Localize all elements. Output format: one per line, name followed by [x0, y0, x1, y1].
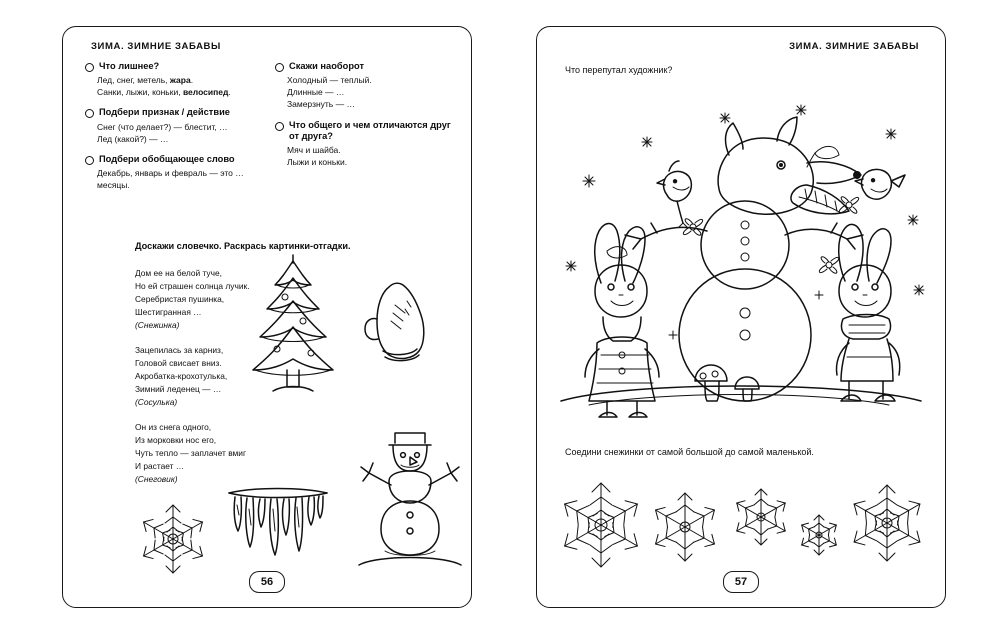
task-heading	[85, 107, 261, 118]
mushrooms-drawing	[695, 365, 759, 401]
task-block	[85, 107, 261, 144]
task-block	[275, 120, 451, 169]
task-block	[85, 154, 261, 191]
riddle-line: Дом ее на белой туче,	[135, 268, 222, 278]
page-number-right: 57	[723, 571, 759, 593]
task-heading	[275, 61, 451, 72]
circle-bullet-icon	[85, 63, 94, 72]
task-title: Подбери обобщающее слово	[99, 153, 235, 164]
task-lines: Лед, снег, метель, жара. Санки, лыжи, коньки, велосипед.	[97, 75, 231, 98]
page-left	[62, 26, 472, 608]
riddle-line: Зимний леденец — …	[135, 384, 222, 395]
task-block	[85, 61, 261, 98]
mitten-drawing	[359, 271, 439, 371]
task-lines: Холодный — теплый. Длинные — … Замерзнуть — …	[287, 75, 372, 110]
riddle-line: Чуть тепло — заплачет вмиг	[135, 448, 247, 459]
task-lines: Снег (что делает?) — блестит, … Лед (какой?) — …	[97, 121, 228, 144]
riddle-line: Шестигранная …	[135, 307, 202, 318]
task-title: Что лишнее?	[99, 61, 160, 71]
running-head-right: ЗИМА. ЗИМНИЕ ЗАБАВЫ	[789, 41, 919, 52]
flowers-drawing	[607, 146, 859, 273]
task-heading	[275, 120, 451, 143]
task-heading	[85, 61, 261, 72]
circle-bullet-icon	[275, 122, 284, 131]
task-heading	[85, 154, 261, 165]
riddle-answer: (Сосулька)	[135, 397, 178, 408]
page-right	[536, 26, 946, 608]
exercise-columns	[85, 61, 453, 200]
riddle-item	[135, 421, 283, 486]
riddle-line: Серебристая пушинка,	[135, 294, 225, 305]
task-title: Подбери признак / действие	[99, 107, 230, 118]
task-title: Что общего и чем отличаются друг от друга?	[289, 119, 451, 141]
riddle-line: Он из снега одного,	[135, 422, 212, 433]
task-lines: Мяч и шайба. Лыжи и коньки.	[287, 145, 348, 168]
circle-bullet-icon	[275, 63, 284, 72]
task-title: Скажи наоборот	[289, 61, 364, 71]
hare-girl-drawing	[585, 224, 659, 418]
exercise-column-right	[275, 61, 451, 200]
circle-bullet-icon	[85, 109, 94, 118]
snowflakes-row-drawing	[557, 469, 929, 579]
wolf-head-snowman-drawing	[549, 85, 933, 437]
task-block	[275, 61, 451, 111]
running-head-left: ЗИМА. ЗИМНИЕ ЗАБАВЫ	[91, 41, 221, 52]
prompt-connect-snowflakes: Соедини снежинки от самой большой до самой маленькой.	[565, 447, 814, 457]
bird-drawing	[855, 169, 905, 199]
task-lines: Декабрь, январь и февраль — это … месяцы.	[97, 168, 244, 191]
riddle-line: Из морковки нос его,	[135, 435, 217, 446]
prompt-what-did-artist-mix-up: Что перепутал художник?	[565, 65, 673, 75]
bird-on-branch-drawing	[657, 161, 691, 227]
snow-sparkles	[566, 105, 924, 339]
riddle-answer: (Снежинка)	[135, 320, 180, 331]
riddle-line: И растает …	[135, 461, 185, 472]
hare-boy-drawing	[837, 224, 900, 401]
exercise-column-left	[85, 61, 261, 200]
riddle-answer: (Снеговик)	[135, 474, 178, 485]
fir-tree-drawing	[233, 245, 353, 405]
riddle-line: Акробатка-крохотулька,	[135, 371, 228, 382]
circle-bullet-icon	[85, 156, 94, 165]
riddle-line: Головой свисает вниз.	[135, 358, 222, 369]
page-number-left: 56	[249, 571, 285, 593]
section-subheading: Доскажи словечко. Раскрась картинки-отгадки.	[135, 241, 351, 251]
riddle-line: Но ей страшен солнца лучик.	[135, 281, 250, 292]
snowflake-drawing	[131, 497, 215, 581]
snowman-drawing	[351, 419, 469, 589]
riddle-line: Зацепилась за карниз,	[135, 345, 224, 356]
